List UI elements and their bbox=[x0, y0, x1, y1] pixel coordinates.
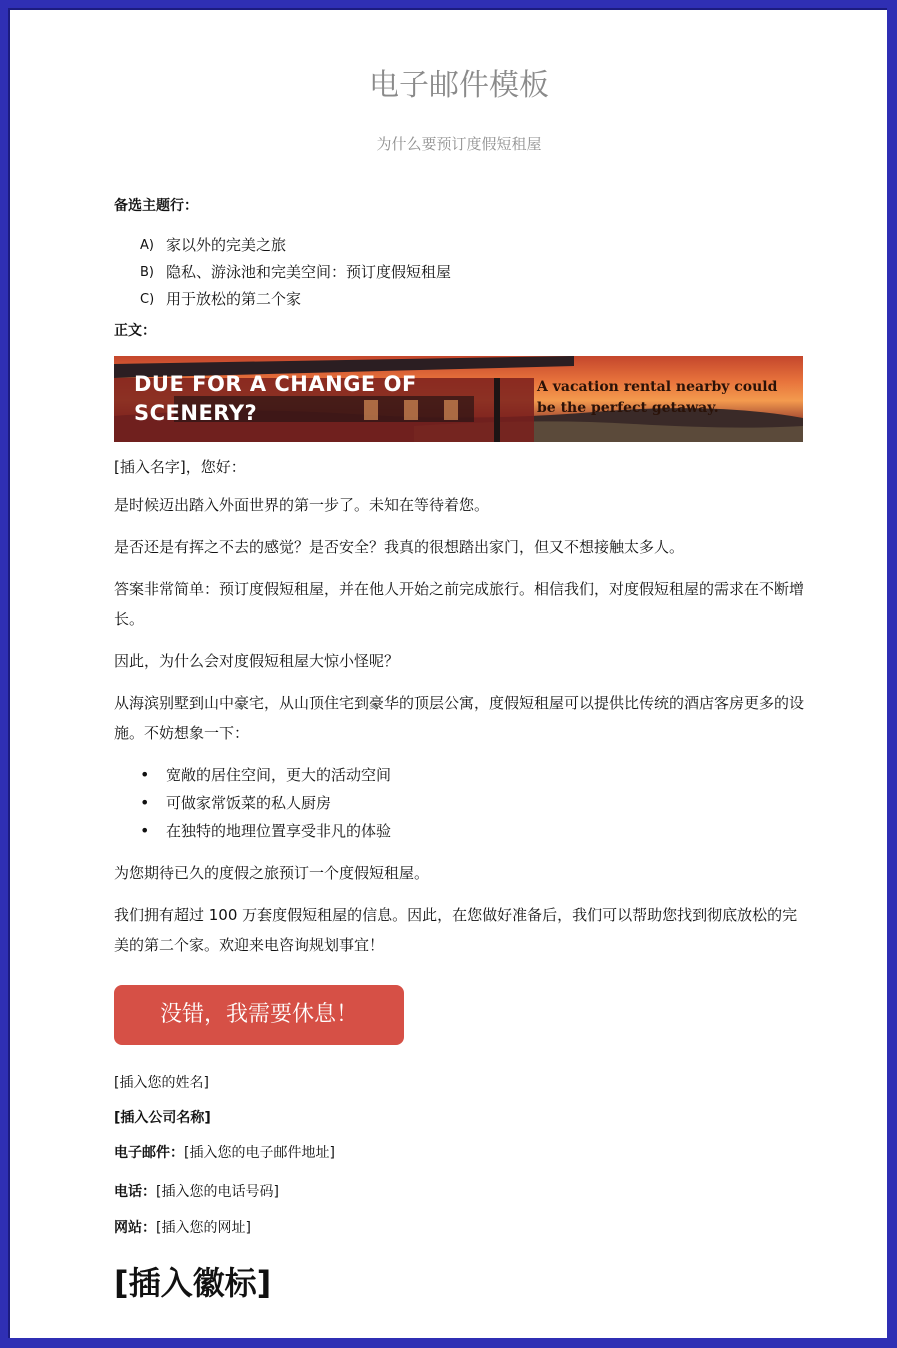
amenity-text: 可做家常饭菜的私人厨房 bbox=[166, 794, 332, 812]
phone-value: [插入您的电话号码] bbox=[156, 1184, 279, 1200]
signature-name: [插入您的姓名] bbox=[114, 1075, 209, 1091]
subject-lines-label: 备选主题行： bbox=[114, 198, 198, 214]
email-label: 电子邮件： bbox=[114, 1145, 184, 1161]
list-item bbox=[140, 761, 391, 789]
page-subtitle: 为什么要预订度假短租屋 bbox=[376, 135, 542, 153]
paragraph: 从海滨别墅到山中豪宅，从山顶住宅到豪华的顶层公寓，度假短租屋可以提供比传统的酒店客房更多的设施。不妨想象一下： bbox=[114, 694, 805, 742]
signature-website bbox=[114, 1218, 251, 1238]
list-item bbox=[140, 817, 391, 845]
list-item bbox=[140, 789, 391, 817]
paragraph: 是时候迈出踏入外面世界的第一步了。未知在等待着您。 bbox=[114, 496, 490, 514]
list-item bbox=[140, 286, 451, 313]
paragraph: 因此，为什么会对度假短租屋大惊小怪呢？ bbox=[114, 652, 400, 670]
paragraph: 为您期待已久的度假之旅预订一个度假短租屋。 bbox=[114, 864, 430, 882]
paragraph: 我们拥有超过 100 万套度假短租屋的信息。因此，在您做好准备后，我们可以帮助您找到彻底放松的完美的第二个家。欢迎来电咨询规划事宜！ bbox=[114, 906, 798, 954]
paragraph: 答案非常简单：预订度假短租屋，并在他人开始之前完成旅行。相信我们，对度假短租屋的需求在不断增长。 bbox=[114, 580, 805, 628]
company-placeholder: [插入公司名称] bbox=[114, 1110, 211, 1126]
list-item bbox=[140, 259, 451, 286]
signature-email bbox=[114, 1143, 335, 1163]
amenity-text: 在独特的地理位置享受非凡的体验 bbox=[166, 822, 392, 840]
bullet-icon: • bbox=[140, 793, 150, 812]
paragraph: 是否还是有挥之不去的感觉？是否安全？我真的很想踏出家门，但又不想接触太多人。 bbox=[114, 538, 685, 556]
subject-line-text: 隐私、游泳池和完美空间：预订度假短租屋 bbox=[166, 263, 452, 281]
website-value: [插入您的网址] bbox=[156, 1220, 251, 1236]
banner-headline: DUE FOR A CHANGE OF SCENERY? bbox=[134, 372, 417, 425]
signature-phone bbox=[114, 1182, 279, 1202]
banner-image bbox=[114, 356, 803, 442]
bullet-icon: • bbox=[140, 765, 150, 784]
logo-placeholder: [插入徽标] bbox=[114, 1264, 272, 1302]
page-title: 电子邮件模板 bbox=[369, 68, 549, 103]
cta-button[interactable]: 没错，我需要休息！ bbox=[114, 985, 404, 1045]
subject-lines-list bbox=[140, 232, 451, 313]
list-marker: C) bbox=[140, 292, 155, 307]
body-label: 正文： bbox=[114, 323, 156, 339]
list-item bbox=[140, 232, 451, 259]
phone-label: 电话： bbox=[114, 1184, 156, 1200]
website-label: 网站： bbox=[114, 1220, 156, 1236]
amenity-text: 宽敞的居住空间，更大的活动空间 bbox=[166, 766, 392, 784]
subject-line-text: 家以外的完美之旅 bbox=[166, 236, 287, 254]
banner-tagline: A vacation rental nearby could be the perfect getaway. bbox=[537, 379, 778, 416]
list-marker: B) bbox=[140, 265, 154, 280]
bullet-icon: • bbox=[140, 821, 150, 840]
amenities-list bbox=[140, 761, 391, 845]
email-value: [插入您的电子邮件地址] bbox=[184, 1145, 335, 1161]
list-marker: A) bbox=[140, 238, 154, 253]
greeting: [插入名字]，您好： bbox=[114, 458, 246, 476]
signature-company bbox=[114, 1108, 211, 1128]
subject-line-text: 用于放松的第二个家 bbox=[166, 290, 302, 308]
